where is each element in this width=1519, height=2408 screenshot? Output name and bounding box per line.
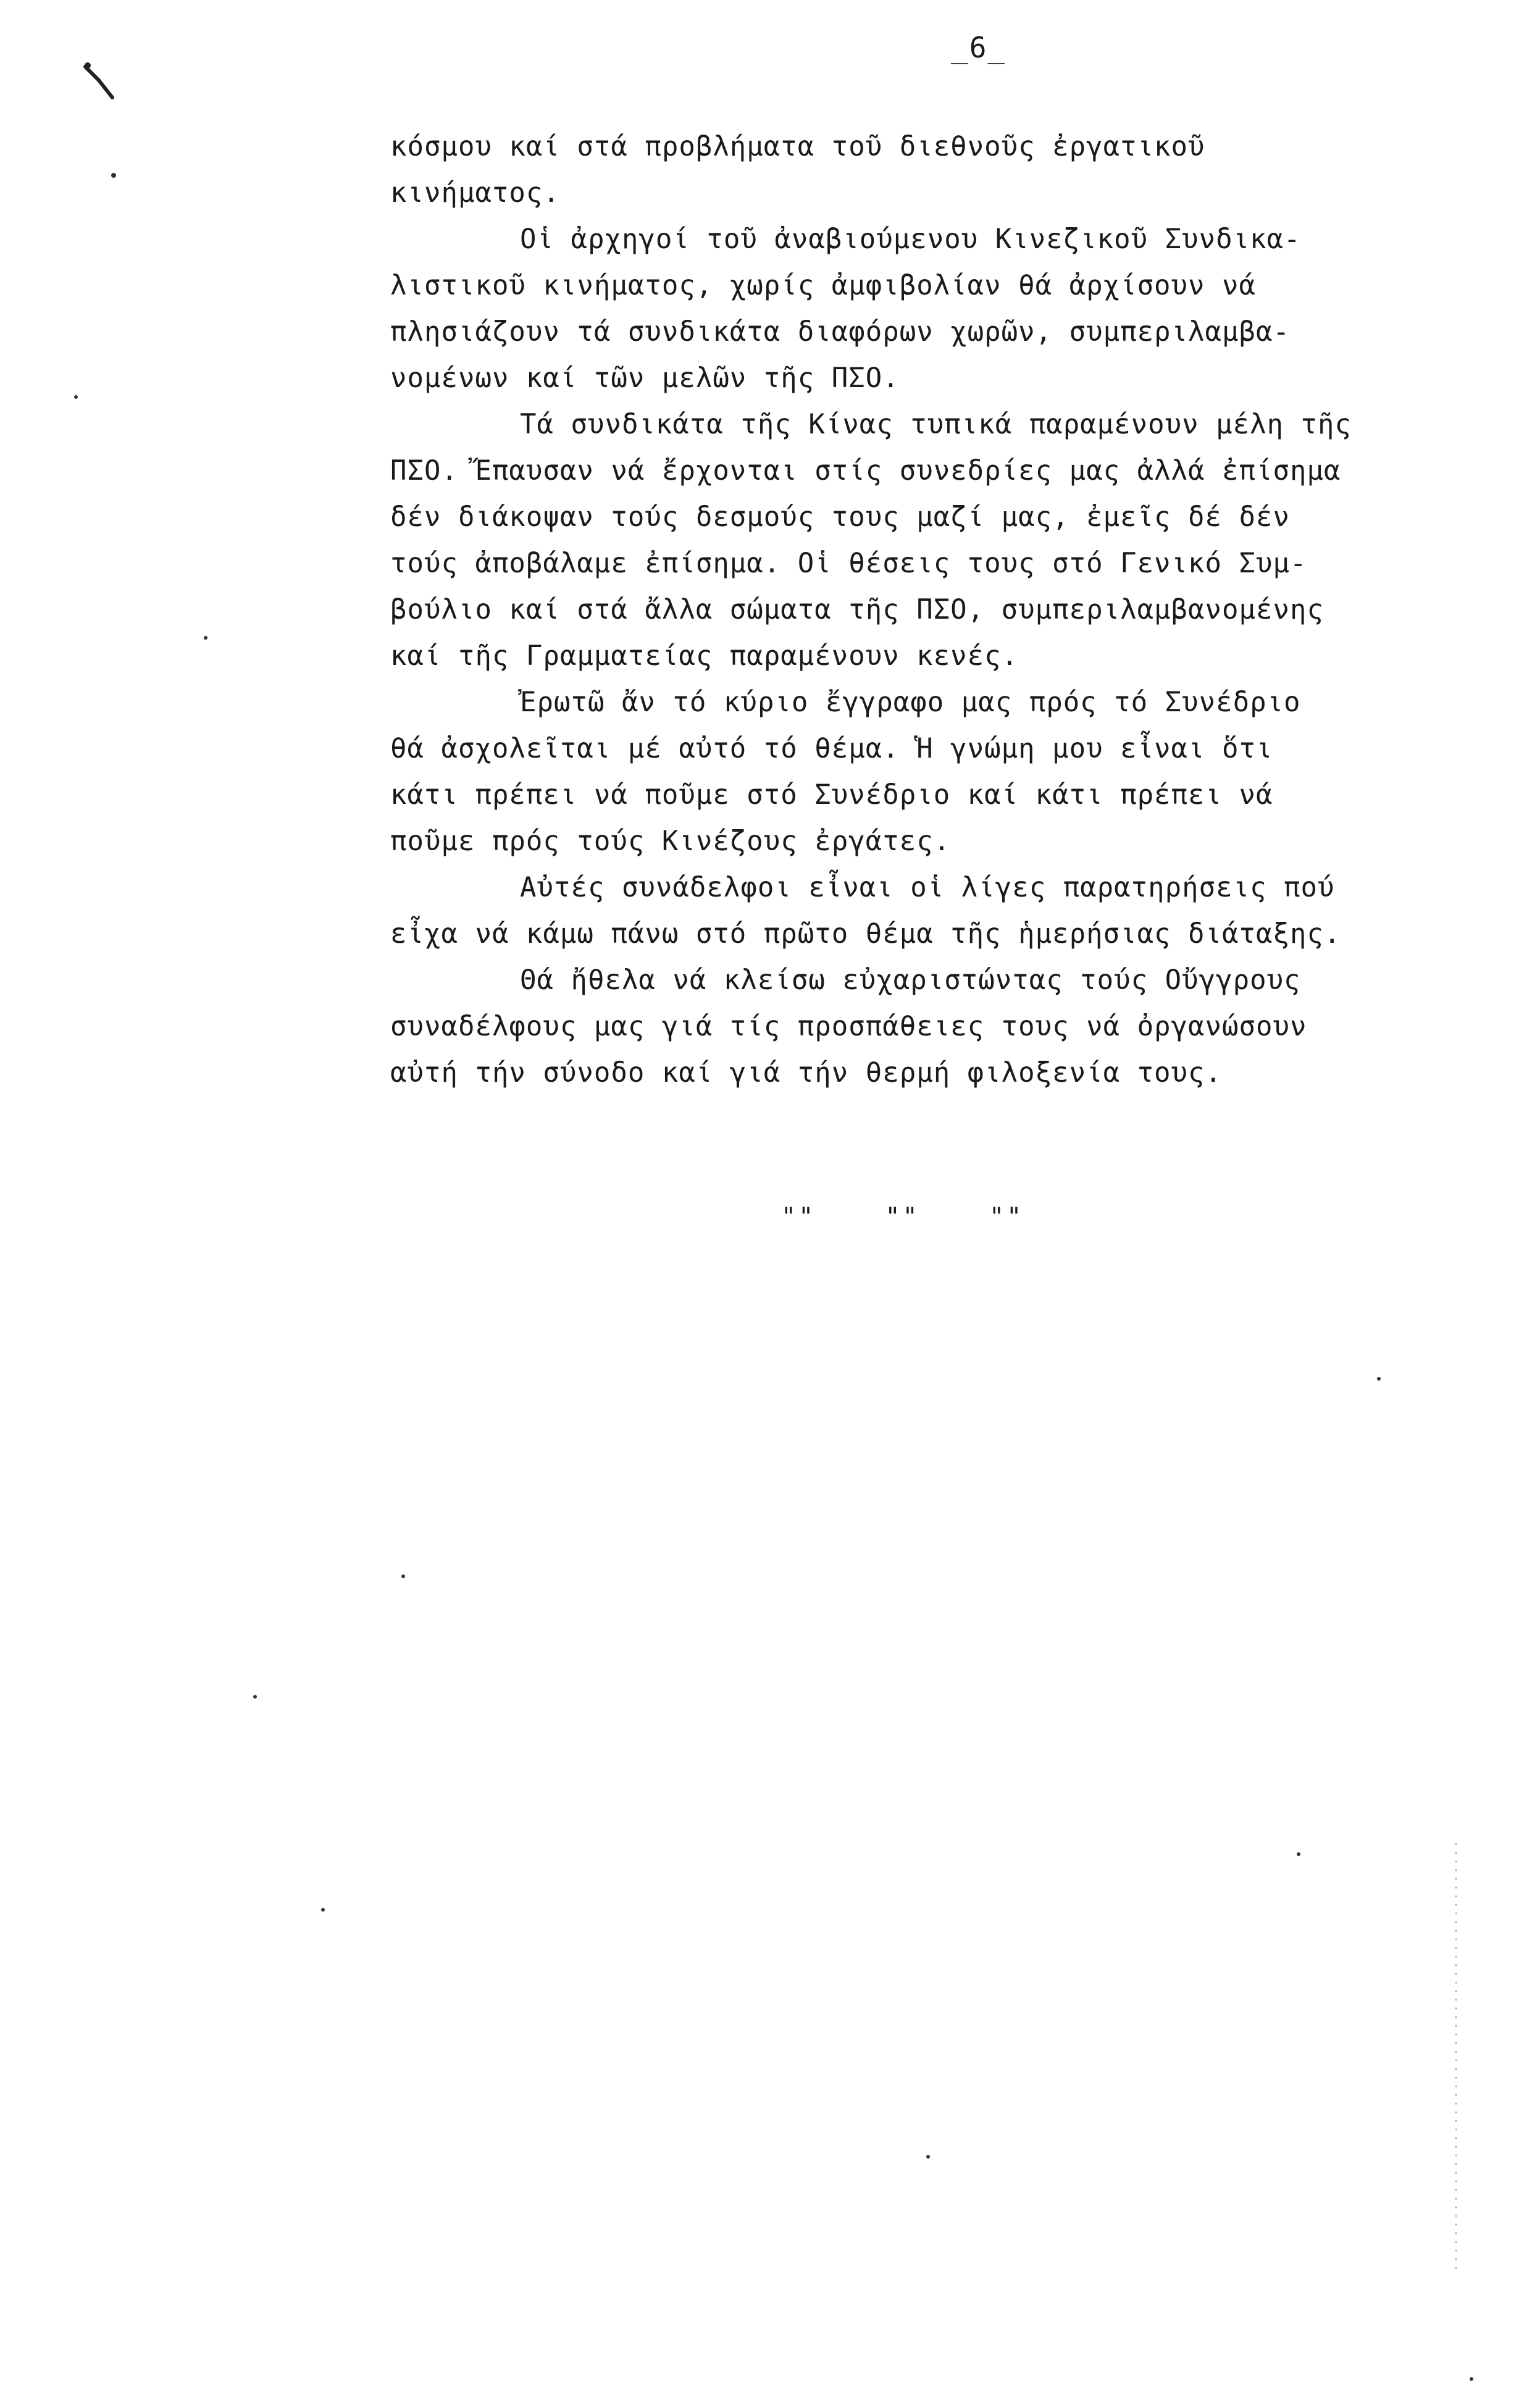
text-line: βούλιο καί στά ἄλλα σώματα τῆς ΠΣΟ, συμπεριλαμβανομένης — [390, 594, 1324, 625]
text-line: Αὐτές συνάδελφοι εἶναι οἱ λίγες παρατηρήσεις πού — [520, 872, 1335, 903]
scan-speck — [253, 1695, 257, 1699]
text-line: πλησιάζουν τά συνδικάτα διαφόρων χωρῶν, συμπεριλαμβα- — [390, 316, 1290, 348]
body-text — [390, 123, 1477, 1096]
scan-speck — [401, 1574, 405, 1578]
text-line: κινήματος. — [390, 177, 560, 209]
text-line: καί τῆς Γραμματείας παραμένουν κενές. — [390, 640, 1019, 672]
text-line: συναδέλφους μας γιά τίς προσπάθειες τους νά ὀργανώσουν — [390, 1011, 1307, 1042]
edge-scan-dots — [1454, 1840, 1458, 2272]
closing-marks: "" "" "" — [781, 1203, 1024, 1231]
scan-speck — [926, 2155, 930, 2159]
paragraph — [390, 216, 1477, 401]
text-line: Οἱ ἀρχηγοί τοῦ ἀναβιούμενου Κινεζικοῦ Συνδικα- — [520, 224, 1301, 255]
text-line: Θά ἤθελα νά κλείσω εὐχαριστώντας τούς Οὔγγρους — [520, 964, 1301, 996]
paragraph — [390, 864, 1477, 957]
text-line: λιστικοῦ κινήματος, χωρίς ἀμφιβολίαν θά ἀρχίσουν νά — [390, 270, 1257, 301]
text-line: Ἐρωτῶ ἄν τό κύριο ἔγγραφο μας πρός τό Συνέδριο — [520, 687, 1301, 718]
scan-speck — [1377, 1377, 1381, 1381]
scan-speck — [1470, 2377, 1473, 2381]
text-line: ΠΣΟ. Ἔπαυσαν νά ἔρχονται στίς συνεδρίες μας ἀλλά ἐπίσημα — [390, 455, 1341, 487]
text-line: κόσμου καί στά προβλήματα τοῦ διεθνοῦς ἐργατικοῦ — [390, 131, 1205, 162]
scan-speck — [74, 395, 78, 399]
scan-speck — [204, 636, 207, 640]
text-line: δέν διάκοψαν τούς δεσμούς τους μαζί μας, ἐμεῖς δέ δέν — [390, 501, 1290, 533]
paragraph — [390, 679, 1477, 864]
page-number: _6_ — [951, 31, 1006, 64]
corner-scan-mark — [80, 62, 123, 105]
text-line: ποῦμε πρός τούς Κινέζους ἐργάτες. — [390, 826, 951, 857]
paragraph — [390, 123, 1477, 216]
scan-speck — [111, 173, 116, 178]
scan-speck — [321, 1908, 325, 1912]
paragraph — [390, 957, 1477, 1096]
text-line: τούς ἀποβάλαμε ἐπίσημα. Οἱ θέσεις τους στό Γενικό Συμ- — [390, 548, 1307, 579]
text-line: Τά συνδικάτα τῆς Κίνας τυπικά παραμένουν μέλη τῆς — [520, 409, 1352, 440]
text-line: αὐτή τήν σύνοδο καί γιά τήν θερμή φιλοξενία τους. — [390, 1057, 1223, 1089]
scan-speck — [1297, 1852, 1300, 1856]
paragraph — [390, 401, 1477, 679]
text-line: κάτι πρέπει νά ποῦμε στό Συνέδριο καί κάτι πρέπει νά — [390, 779, 1273, 811]
text-line: θά ἀσχολεῖται μέ αὐτό τό θέμα. Ἡ γνώμη μου εἶναι ὅτι — [390, 733, 1273, 764]
text-line: εἶχα νά κάμω πάνω στό πρῶτο θέμα τῆς ἡμερήσιας διάταξης. — [390, 918, 1341, 950]
text-line: νομένων καί τῶν μελῶν τῆς ΠΣΟ. — [390, 362, 900, 394]
